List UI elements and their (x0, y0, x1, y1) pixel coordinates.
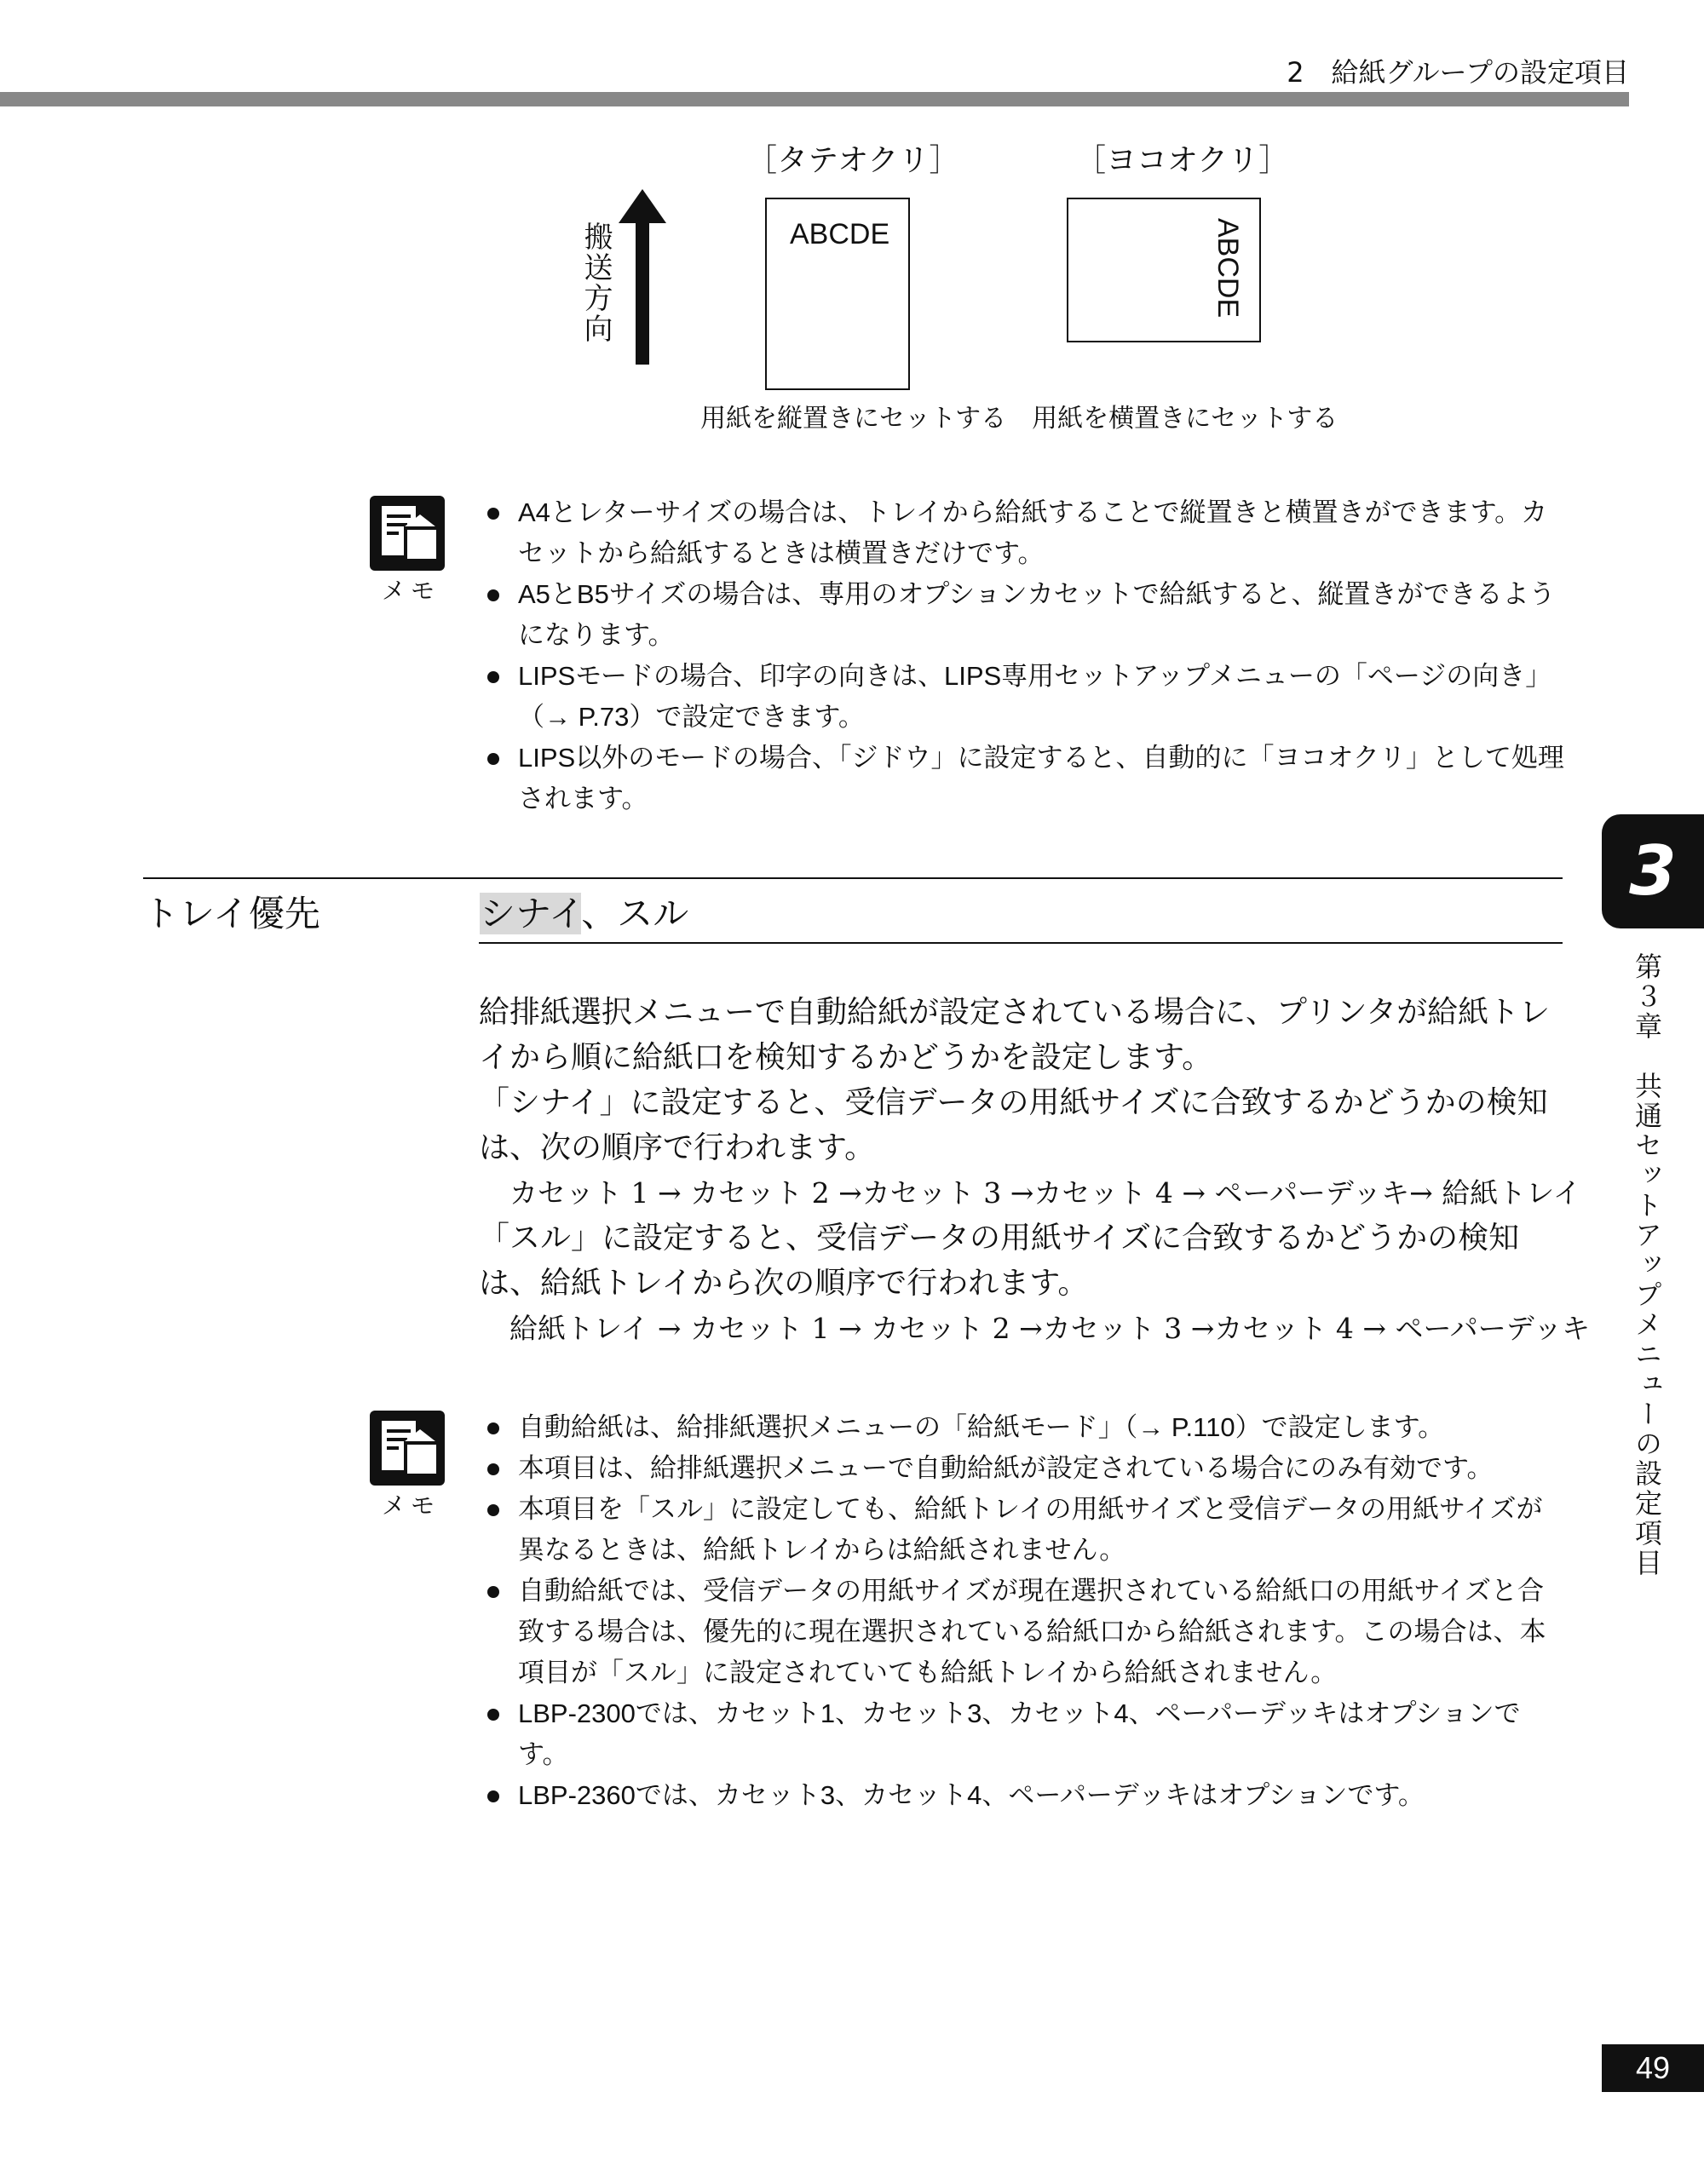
feed-direction-arrow-icon (619, 189, 666, 223)
list-item: 本項目を「スル」に設定しても、給紙トレイの用紙サイズと受信データの用紙サイズが異なるときは、給紙トレイからは給紙されません。 (482, 1489, 1564, 1571)
option-default: シナイ (480, 893, 582, 934)
paragraph: 「スル」に設定すると、受信データの用紙サイズに合致するかどうかの検知は、給紙トレイから次の順序で行われます。 (479, 1221, 1520, 1301)
running-header: 2 給紙グループの設定項目 (1287, 56, 1629, 89)
diagram-caption: 用紙を縦置きにセットする 用紙を横置きにセットする (700, 404, 1338, 434)
list-item: LBP-2360では、カセット3、カセット4、ペーパーデッキはオプションです。 (482, 1775, 1564, 1816)
list-item: A4とレターサイズの場合は、トレイから給紙することで縦置きと横置きができます。カセットから給紙するときは横置きだけです。 (482, 492, 1564, 574)
order-sequence-2: 給紙トレイ → カセット 1 → カセット 2 →カセット 3 →カセット 4 → ペーパーデッキ (509, 1312, 1591, 1345)
memo-block-1 (368, 496, 453, 606)
chapter-title: 第３章 共通セットアップメニューの設定項目 (1631, 952, 1663, 1578)
list-item: 自動給紙では、受信データの用紙サイズが現在選択されている給紙口の用紙サイズと合致する場合は、優先的に現在選択されている給紙口から給紙されます。この場合は、本項目が「スル」に設定されていても給紙トレイから給紙されません。 (482, 1571, 1564, 1693)
option-other: 、スル (581, 893, 689, 934)
section-body (479, 990, 1591, 1351)
section-top-rule (143, 877, 1563, 879)
page-number: 49 (1602, 2044, 1704, 2092)
landscape-sample-text: ABCDE (1212, 218, 1244, 319)
memo-block-2 (368, 1411, 453, 1521)
paragraph: 給排紙選択メニューで自動給紙が設定されている場合に、プリンタが給紙トレイから順に給紙口を検知するかどうかを設定します。 (479, 995, 1551, 1075)
options-underline (479, 942, 1563, 944)
memo-icon (370, 1411, 445, 1486)
portrait-sample-text: ABCDE (790, 218, 890, 250)
chapter-tab: 3 (1602, 814, 1704, 928)
memo-list-1 (482, 492, 1564, 819)
feed-direction-arrow-shaft (636, 220, 649, 365)
memo-label: メモ (381, 1491, 440, 1520)
landscape-feed-label: ［ヨコオクリ］ (1075, 143, 1290, 178)
memo-list-2 (482, 1407, 1564, 1816)
list-item: LBP-2300では、カセット1、カセット3、カセット4、ペーパーデッキはオプションです。 (482, 1693, 1564, 1775)
list-item: 自動給紙は、給排紙選択メニューの「給紙モード」（→ P.110）で設定します。 (482, 1407, 1564, 1448)
order-sequence-1: カセット 1 → カセット 2 →カセット 3 →カセット 4 → ペーパーデッキ→ 給紙トレイ (509, 1176, 1581, 1210)
portrait-paper (765, 198, 910, 390)
memo-label: メモ (381, 577, 440, 605)
list-item: LIPSモードの場合、印字の向きは、LIPS専用セットアップメニューの「ページの向き」（→ P.73）で設定できます。 (482, 656, 1564, 738)
feed-direction-label: 搬送方向 (579, 221, 613, 344)
header-rule (0, 92, 1629, 106)
list-item: A5とB5サイズの場合は、専用のオプションカセットで給紙すると、縦置きができるようになります。 (482, 574, 1564, 656)
portrait-feed-label: ［タテオクリ］ (746, 143, 960, 178)
setting-options (480, 886, 688, 937)
list-item: 本項目は、給排紙選択メニューで自動給紙が設定されている場合にのみ有効です。 (482, 1448, 1564, 1489)
memo-icon (370, 496, 445, 571)
list-item: LIPS以外のモードの場合、「ジドウ」に設定すると、自動的に「ヨコオクリ」として処理されます。 (482, 738, 1564, 819)
paragraph: 「シナイ」に設定すると、受信データの用紙サイズに合致するかどうかの検知は、次の順序で行われます。 (479, 1085, 1548, 1165)
landscape-paper (1067, 198, 1261, 342)
section-title: トレイ優先 (143, 893, 320, 934)
